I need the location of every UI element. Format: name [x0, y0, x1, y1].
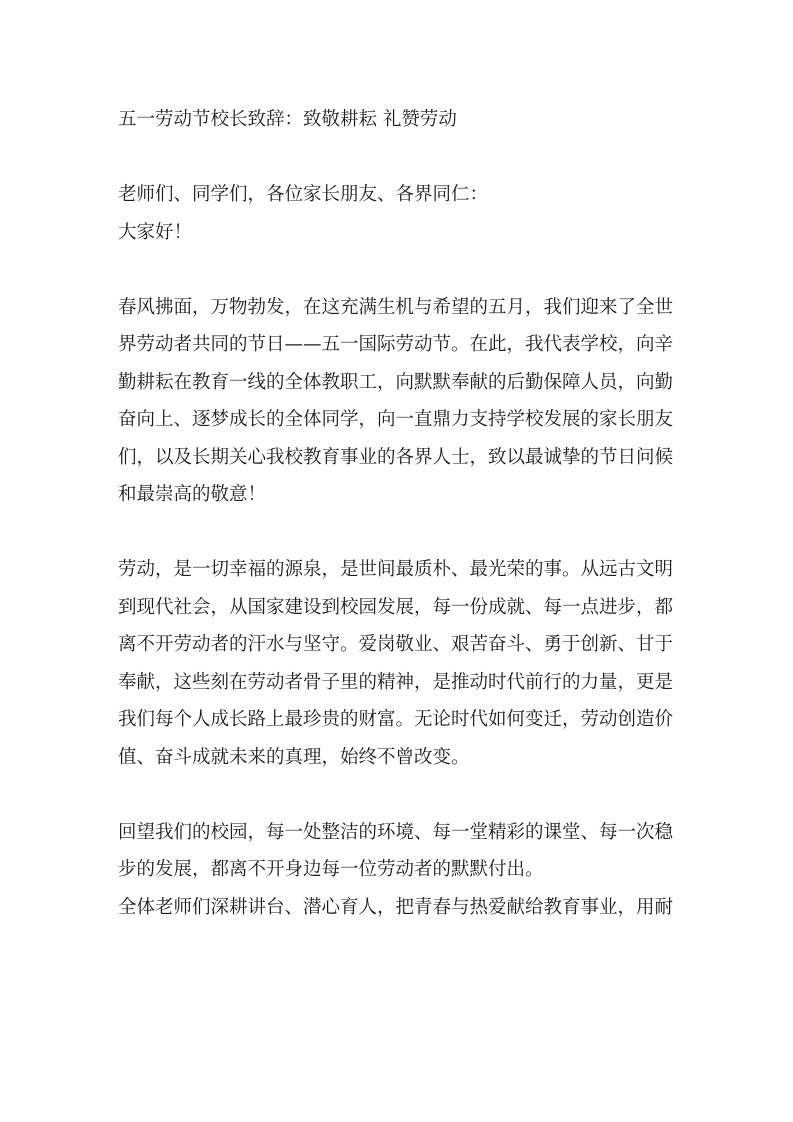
salutation: 老师们、同学们，各位家长朋友、各界同仁： — [118, 184, 489, 205]
spacer — [118, 514, 658, 552]
greeting: 大家好！ — [118, 221, 193, 243]
paragraph3-line: 回望我们的校园，每一处整洁的环境、每一堂精彩的课堂、每一次稳 — [118, 821, 674, 843]
paragraph1-line: 勤耕耘在教育一线的全体教职工，向默默奉献的后勤保障人员，向勤 — [118, 371, 674, 393]
paragraph3-line: 步的发展，都离不开身边每一位劳动者的默默付出。 — [118, 859, 544, 880]
paragraph2-line: 劳动，是一切幸福的源泉，是世间最质朴、最光荣的事。从远古文明 — [118, 559, 674, 580]
paragraph2-line: 奉献，这些刻在劳动者骨子里的精神，是推动时代前行的力量，更是 — [118, 671, 674, 693]
paragraph4-line: 全体老师们深耕讲台、潜心育人，把青春与热爱献给教育事业，用耐 — [118, 896, 674, 918]
paragraph1-line: 奋向上、逐梦成长的全体同学，向一直鼎力支持学校发展的家长朋友 — [118, 409, 674, 430]
spacer — [118, 776, 658, 814]
document-title: 五一劳动节校长致辞：致敬耕耘 礼赞劳动 — [118, 109, 457, 130]
paragraph2-line: 值、奋斗成就未来的真理，始终不曾改变。 — [118, 746, 470, 768]
paragraph1-line: 和最崇高的敬意！ — [118, 484, 267, 505]
paragraph2-line: 我们每个人成长路上最珍贵的财富。无论时代如何变迁，劳动创造价 — [118, 709, 674, 730]
spacer — [118, 251, 658, 289]
paragraph1-line: 春风拂面，万物勃发，在这充满生机与希望的五月，我们迎来了全世 — [118, 296, 674, 318]
paragraph1-line: 们，以及长期关心我校教育事业的各界人士，致以最诚挚的节日问候 — [118, 446, 674, 468]
paragraph2-line: 到现代社会，从国家建设到校园发展，每一份成就、每一点进步，都 — [118, 596, 674, 618]
spacer — [118, 139, 658, 177]
paragraph1-line: 界劳动者共同的节日——五一国际劳动节。在此，我代表学校，向辛 — [118, 334, 674, 355]
paragraph2-line: 离不开劳动者的汗水与坚守。爱岗敬业、艰苦奋斗、勇于创新、甘于 — [118, 634, 674, 655]
document-body — [118, 101, 674, 926]
